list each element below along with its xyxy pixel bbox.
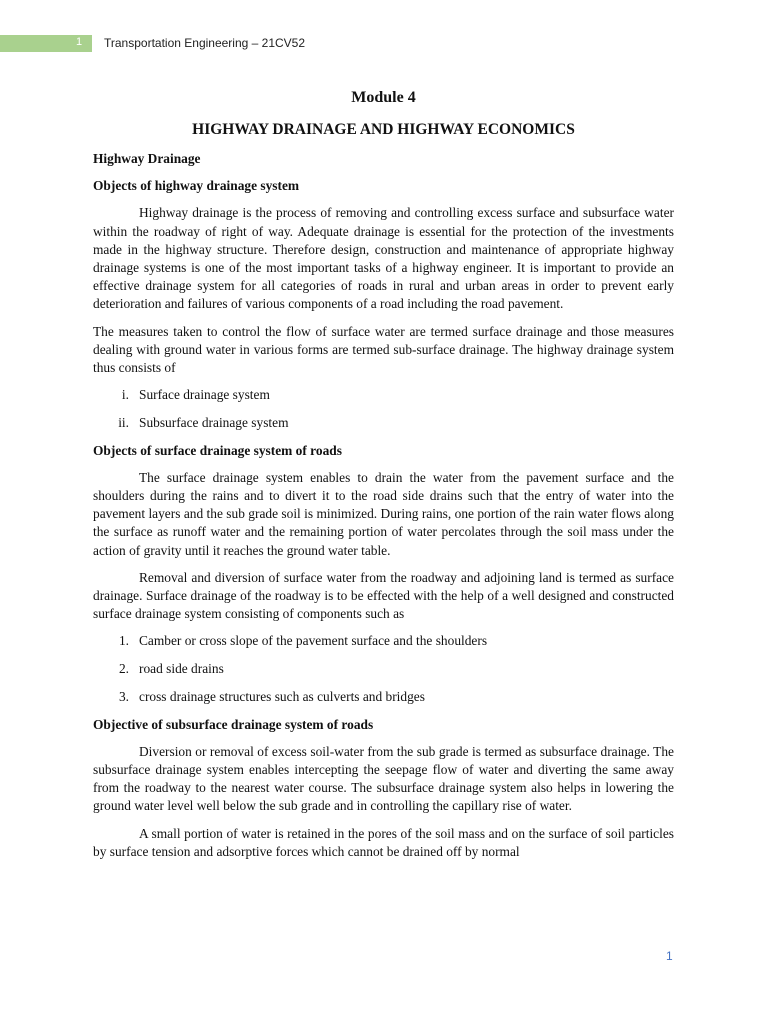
list-marker: 3. [118, 688, 129, 704]
list-item-text: Surface drainage system [139, 387, 270, 403]
list-item [93, 414, 674, 432]
subheading-subsurface-drainage: Objective of subsurface drainage system of roads [93, 716, 374, 732]
module-title: Module 4 [351, 89, 416, 106]
document-body [93, 88, 674, 870]
chapter-title: HIGHWAY DRAINAGE AND HIGHWAY ECONOMICS [192, 121, 575, 138]
paragraph-5: Diversion or removal of excess soil-water from the sub grade is termed as subsurface drainage. The subsurface drainage system enables intercepting the seepage flow of water and diverting the same away from the roadway to the nearest water course. The subsurface drainage system also helps in lowering the ground water level well below the sub grade and in controlling the capillary rise of water. [93, 743, 674, 814]
list-item [93, 632, 674, 650]
paragraph-4: Removal and diversion of surface water from the roadway and adjoining land is termed as surface drainage. Surface drainage of the roadway is to be effected with the help of a well designed and constructed surface drainage system consisting of components such as [93, 569, 674, 622]
list-item-text: Subsurface drainage system [139, 414, 289, 430]
paragraph-6: A small portion of water is retained in the pores of the soil mass and on the surface of soil particles by surface tension and adsorptive forces which cannot be drained off by normal [93, 825, 674, 859]
header-page-number: 1 [76, 36, 83, 48]
paragraph-2: The measures taken to control the flow of surface water are termed surface drainage and those measures dealing with ground water in various forms are termed sub-surface drainage. The highway drainage system thus consists of [93, 323, 674, 376]
list-marker: ii. [118, 414, 129, 430]
paragraph-1: Highway drainage is the process of removing and controlling excess surface and subsurface water within the roadway of right of way. Adequate drainage is essential for the protection of the investments made in the highway structure. Therefore design, construction and maintenance of appropriate highway drainage systems is one of the most important tasks of a highway engineer. It is important to provide an effective drainage system for all categories of roads in rural and urban areas in order to prevent early deterioration and failures of various components of a road including the road pavement. [93, 205, 674, 312]
list-item [93, 688, 674, 706]
drainage-system-list [93, 386, 674, 432]
list-item [93, 660, 674, 678]
paragraph-3: The surface drainage system enables to drain the water from the pavement surface and the shoulders during the rains and to divert it to the road side drains such that the entry of water into the pavement layers and the sub grade soil is minimized. During rains, one portion of the rain water flows along the surface as runoff water and the remaining portion of water percolates through the soil mass under the action of gravity until it reaches the ground water table. [93, 469, 674, 558]
list-item-text: road side drains [139, 661, 224, 677]
list-marker: 1. [118, 633, 129, 649]
list-marker: i. [121, 387, 129, 403]
header-title: Transportation Engineering – 21CV52 [104, 36, 306, 50]
list-item-text: Camber or cross slope of the pavement surface and the shoulders [139, 633, 488, 649]
section-heading: Highway Drainage [93, 151, 201, 166]
list-item-text: cross drainage structures such as culverts and bridges [139, 688, 425, 704]
list-item [93, 386, 674, 404]
list-marker: 2. [118, 661, 129, 677]
subheading-surface-drainage: Objects of surface drainage system of roads [93, 442, 342, 458]
footer-page-number: 1 [666, 949, 673, 963]
subheading-objects-drainage: Objects of highway drainage system [93, 178, 300, 194]
surface-drainage-components-list [93, 632, 674, 706]
